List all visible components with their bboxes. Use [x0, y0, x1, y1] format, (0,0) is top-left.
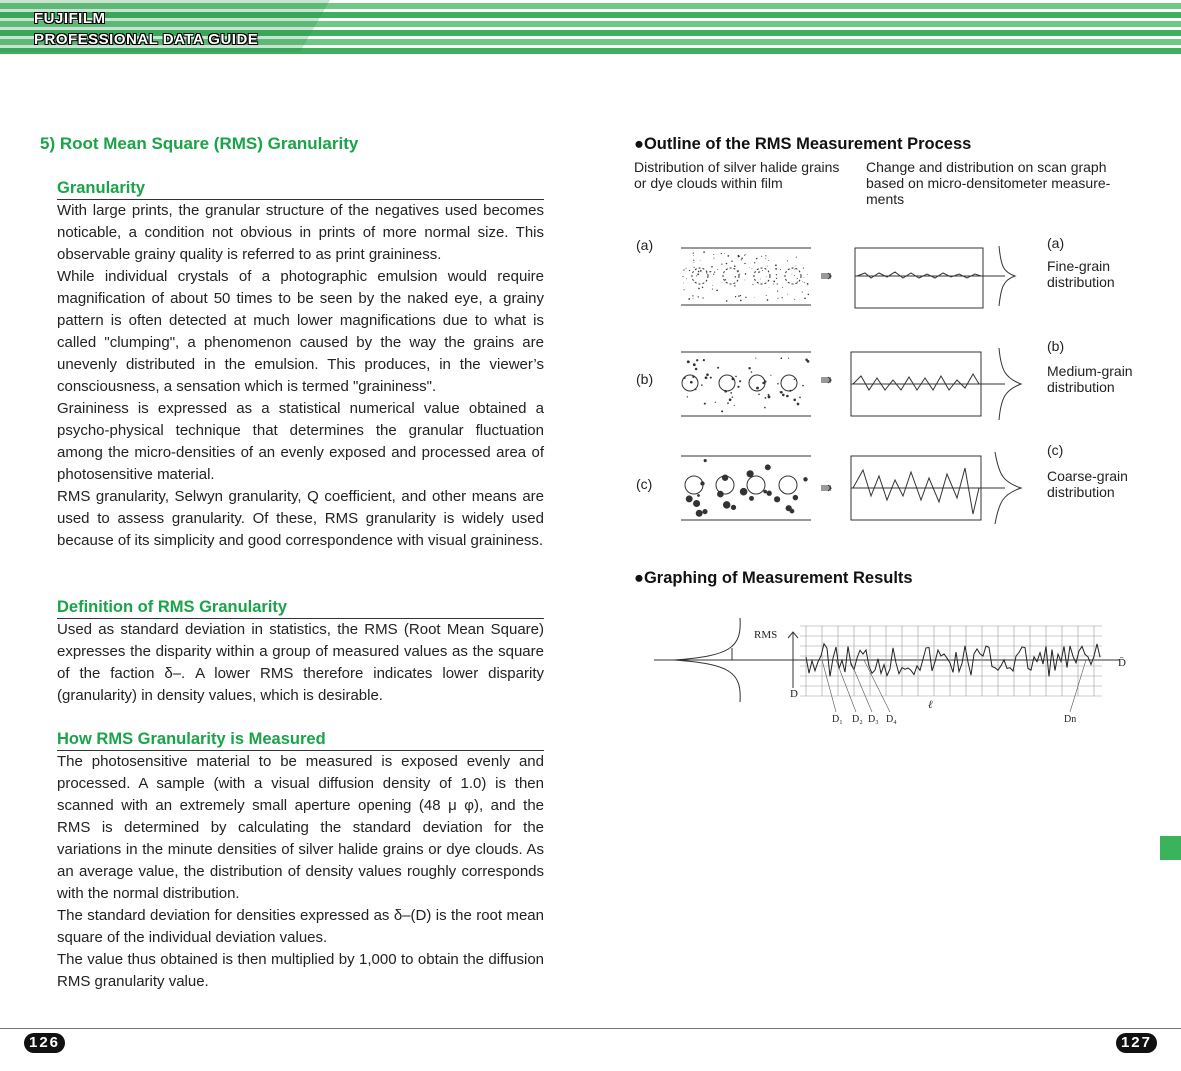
grain-dot	[734, 265, 736, 267]
grain-dot	[683, 377, 685, 379]
grain-dot	[780, 269, 781, 270]
grain-dot	[721, 253, 722, 254]
grain-dot	[767, 491, 772, 496]
row-a-desc: Fine-grain distribution	[1047, 258, 1115, 290]
grain-dot	[705, 376, 708, 379]
grain-dot	[767, 299, 769, 301]
grain-dot	[769, 287, 770, 288]
grain-dot	[760, 279, 761, 280]
grain-dot	[793, 398, 796, 401]
row-c-label: (c)	[636, 476, 653, 492]
grain-dot	[729, 398, 732, 401]
grain-dot	[688, 298, 690, 300]
section-title: 5) Root Mean Square (RMS) Granularity	[40, 134, 359, 153]
grain-dot	[792, 274, 793, 275]
grain-dot	[727, 255, 729, 257]
grain-dot	[776, 278, 777, 279]
granularity-p2: While individual crystals of a photographic emulsion would require magnification of about 50 times to be seen by the naked eye, a grainy pattern is often detected at much lower magnifications due to what is called "clumping", a phenomenon caused by the way the grains are unevenly distributed in the emulsion. This produces, in the viewer’s consciousness, a sensation which is termed "graininess".	[57, 268, 544, 395]
grain-dot	[726, 300, 728, 302]
grain-dot	[703, 359, 705, 361]
grain-dot	[712, 289, 713, 290]
grain-dot	[794, 275, 795, 276]
grain-dot	[730, 392, 732, 394]
grain-dot	[725, 279, 726, 280]
grain-dot	[764, 407, 766, 409]
grain-dot	[700, 260, 701, 261]
grain-dot	[751, 371, 753, 373]
grain-dot	[696, 359, 698, 361]
grain-dot	[696, 275, 697, 276]
grain-dot	[735, 296, 736, 297]
grain-dot	[760, 271, 761, 272]
grain-dot	[802, 281, 803, 282]
grain-dot	[702, 509, 707, 514]
grain-dot	[762, 270, 763, 271]
granularity-p4: RMS granularity, Selwyn granularity, Q coefficient, and other means are used to assess granularity. Of these, RMS granularity is widely used because of its simplicity and good correspondence with visual graininess.	[57, 488, 544, 549]
grain-dot	[739, 274, 740, 275]
grain-dot	[768, 394, 770, 396]
grain-dot	[693, 252, 694, 253]
grain-dot	[740, 300, 742, 302]
d4-label: D₄	[886, 714, 897, 725]
grain-dot	[745, 297, 746, 298]
grain-dot	[738, 270, 739, 271]
grain-dot	[777, 291, 778, 292]
grain-dot	[689, 270, 690, 271]
grain-dot	[808, 294, 810, 296]
page-number-right: 127	[1116, 1033, 1157, 1053]
grain-dot	[723, 501, 731, 509]
grain-dot	[692, 295, 693, 296]
grain-dot	[690, 381, 693, 384]
grain-dot	[686, 278, 687, 279]
grain-dot	[804, 282, 805, 283]
grain-dot	[697, 273, 699, 275]
definition-p1: Used as standard deviation in statistics, the RMS (Root Mean Square) expresses the disparity within a group of measured values as the square of the faction δ–. A lower RMS therefore indicates lower disparity (granularity) in density values, which is desirable.	[57, 621, 544, 704]
graph-heading: ●Graphing of Measurement Results	[634, 569, 913, 587]
grain-dot	[787, 294, 788, 295]
grain-dot	[732, 396, 734, 398]
grain-dot	[703, 251, 705, 253]
grain-dot	[735, 376, 737, 378]
grain-dot	[716, 289, 718, 291]
d-label: D	[790, 688, 798, 700]
grain-dot	[738, 295, 739, 296]
grain-dot	[684, 289, 685, 290]
brand-data-guide: PROFESSIONAL DATA GUIDE	[34, 31, 259, 48]
grain-dot	[701, 384, 703, 386]
grain-dot	[765, 258, 766, 259]
definition-body	[57, 619, 544, 707]
rms-label: RMS	[754, 629, 778, 641]
grain-dot	[782, 287, 783, 288]
grain-dot	[803, 268, 804, 269]
grain-dot	[756, 387, 759, 390]
grain-dot	[770, 375, 771, 376]
grain-dot	[711, 266, 713, 268]
grain-dot	[695, 388, 697, 390]
grain-dot	[765, 464, 771, 470]
granularity-p1: With large prints, the granular structure of the negatives used becomes noticable, a condition not obvious in prints of more normal size. This observable grainy quality is referred to as print graininess.	[57, 202, 544, 263]
grain-dot	[776, 274, 777, 275]
grain-dot	[721, 263, 722, 264]
grain-dot	[739, 380, 741, 382]
grain-dot	[775, 268, 777, 270]
grain-dot	[714, 271, 715, 272]
grain-dot	[768, 260, 769, 261]
grain-dot	[744, 255, 745, 256]
grain-dot	[796, 265, 797, 266]
grain-dot	[693, 500, 700, 507]
grain-dot	[683, 283, 684, 284]
grain-dot	[726, 263, 727, 264]
grain-dot	[786, 395, 789, 398]
grain-dot	[803, 477, 807, 481]
grain-dots	[682, 251, 809, 516]
grain-dot	[765, 397, 767, 399]
grain-dot	[693, 260, 694, 261]
grain-dot	[756, 258, 757, 259]
granularity-p3: Graininess is expressed as a statistical numerical value obtained a psycho-physical technique that determines the granular fluctuation among the micro-densities of an evenly exposed and processed area of photosensitive material.	[57, 400, 544, 483]
rms-results-graph	[650, 618, 1140, 733]
grain-dot	[797, 403, 800, 406]
grain-dot	[698, 288, 700, 290]
rms-process-diagram	[675, 230, 1035, 530]
grain-dot	[755, 358, 756, 359]
footer-rule	[0, 1028, 1181, 1029]
grain-dot	[807, 283, 809, 285]
grain-dot	[758, 394, 760, 396]
grain-dot	[777, 383, 779, 385]
grain-dot	[793, 495, 799, 501]
measured-p2: The standard deviation for densities expressed as δ–(D) is the root mean square of the individual deviation values.	[57, 907, 544, 946]
grain-dot	[754, 297, 755, 298]
grain-dot	[698, 271, 700, 273]
grain-dot	[686, 495, 693, 502]
grain-dot	[693, 298, 694, 299]
heading-definition: Definition of RMS Granularity	[57, 597, 544, 619]
measured-body	[57, 751, 544, 993]
granularity-body	[57, 200, 544, 552]
grain-dot	[734, 285, 735, 286]
section-tab	[1160, 836, 1181, 860]
header-banner	[0, 0, 1181, 60]
grain-dot	[732, 378, 735, 381]
grain-dot	[722, 282, 723, 283]
ell-label: ℓ	[928, 699, 933, 711]
grain-dot	[768, 395, 771, 398]
grain-dot	[711, 271, 712, 272]
grain-dot	[698, 296, 699, 297]
d1-label: D₁	[832, 714, 843, 725]
grain-dot	[717, 269, 718, 270]
grain-dot	[805, 359, 808, 362]
grain-dot	[753, 276, 754, 277]
grain-dot	[704, 403, 706, 405]
dn-label: Dn	[1064, 714, 1077, 725]
grain-dot	[789, 390, 791, 392]
grain-dot	[749, 496, 754, 501]
grain-dot	[695, 368, 698, 371]
row-c-desc: Coarse-grain distribution	[1047, 468, 1128, 500]
grain-dot	[779, 391, 780, 392]
row-b-desc: Medium-grain distribution	[1047, 363, 1133, 395]
grain-dot	[713, 258, 714, 259]
grain-dot	[682, 276, 683, 277]
grain-dot	[746, 470, 753, 477]
grain-dot	[702, 287, 703, 288]
grain-dot	[713, 274, 714, 275]
row-c-right-label: (c)	[1047, 442, 1064, 458]
grain-dot	[693, 363, 696, 366]
grain-dot	[744, 280, 745, 281]
grain-dot	[767, 266, 768, 267]
grain-dot	[764, 380, 766, 382]
grain-dot	[799, 397, 801, 399]
grain-dot	[704, 459, 707, 462]
grain-dot	[804, 297, 806, 299]
outline-heading: ●Outline of the RMS Measurement Process	[634, 135, 972, 153]
heading-how-measured: How RMS Granularity is Measured	[57, 729, 544, 751]
grain-dot	[709, 271, 710, 272]
grain-dot	[724, 253, 725, 254]
brand-fujifilm: FUJIFILM	[34, 10, 106, 27]
grain-dot	[717, 491, 724, 498]
grain-dot	[745, 273, 747, 275]
grain-dot	[715, 402, 716, 403]
d3-label: D₃	[868, 714, 879, 725]
row-a-right-label: (a)	[1047, 235, 1065, 251]
grain-dot	[696, 510, 703, 517]
grain-dot	[766, 295, 767, 296]
grain-dot	[734, 405, 735, 406]
grain-dot	[738, 255, 740, 257]
grain-dot	[713, 254, 714, 255]
caption-film-distribution: Distribution of silver halide grains or dye clouds within film	[634, 159, 840, 191]
grain-dot	[702, 297, 703, 298]
grain-dot	[777, 298, 778, 299]
grain-dot	[727, 402, 729, 404]
grain-dot	[731, 505, 736, 510]
grain-dot	[794, 299, 795, 300]
row-b-label: (b)	[636, 371, 654, 387]
grain-dot	[752, 284, 753, 285]
grain-dot	[700, 270, 702, 272]
grain-dot	[766, 276, 767, 277]
grain-dot	[692, 376, 694, 378]
grain-dot	[744, 263, 745, 264]
grain-dot	[797, 278, 798, 279]
grain-dot	[712, 285, 713, 286]
grain-dot	[774, 496, 780, 502]
grain-dot	[782, 394, 785, 397]
dbar-label: D̄	[1118, 657, 1126, 669]
grain-dot	[752, 268, 753, 269]
grain-dot	[754, 262, 755, 263]
grain-dot	[706, 373, 709, 376]
grain-dot	[740, 295, 741, 296]
grain-dot	[775, 264, 777, 266]
grain-dot	[748, 367, 750, 369]
grain-dot	[700, 481, 704, 485]
grain-dot	[807, 274, 808, 275]
measured-p3: The value thus obtained is then multiplied by 1,000 to obtain the diffusion RMS granularity value.	[57, 951, 544, 990]
grain-dot	[694, 262, 695, 263]
row-b-right-label: (b)	[1047, 338, 1065, 354]
grain-dot	[804, 277, 805, 278]
measured-p1: The photosensitive material to be measured is exposed evenly and processed. A sample (with a visual diffusion density of 1.0) is then scanned with an extremely small aperture opening (48 μ φ), and the RMS is determined by calculating the standard deviation for the variations in the minute densities of silver halide grains or dye clouds. As an average value, the distribution of density values roughly corresponds with the normal distribution.	[57, 753, 544, 902]
grain-dot	[787, 260, 788, 261]
grain-dot	[694, 267, 695, 268]
grain-dot	[693, 255, 694, 256]
grain-dot	[731, 261, 732, 262]
caption-scan-graph: Change and distribution on scan graph based on micro-densitometer measure-ments	[866, 159, 1111, 207]
grain-dot	[794, 379, 795, 380]
grain-dot	[697, 494, 700, 497]
grain-dot	[802, 385, 804, 387]
grain-dot	[722, 474, 728, 480]
grain-dot	[724, 390, 727, 393]
grain-dot	[788, 358, 789, 359]
grain-dot	[687, 360, 690, 363]
grain-dot	[763, 490, 767, 494]
grain-dot	[717, 367, 719, 369]
grain-dot	[737, 386, 739, 388]
grain-dot	[721, 410, 723, 412]
grain-dot	[773, 284, 774, 285]
grain-dot	[740, 488, 748, 496]
row-a-label: (a)	[636, 237, 654, 253]
grain-dot	[765, 255, 766, 256]
heading-granularity: Granularity	[57, 178, 544, 200]
grain-dot	[749, 267, 750, 268]
grain-dot	[683, 269, 684, 270]
grain-dot	[807, 285, 808, 286]
grain-dot	[758, 271, 760, 273]
grain-dot	[777, 283, 778, 284]
d2-label: D₂	[852, 714, 863, 725]
grain-dot	[741, 259, 742, 260]
grain-dot	[802, 292, 803, 293]
grain-dot	[706, 272, 707, 273]
grain-dot	[782, 297, 783, 298]
grain-dot	[685, 268, 686, 269]
page-number-left: 126	[24, 1033, 65, 1053]
grain-dot	[790, 509, 795, 514]
grain-dot	[796, 257, 797, 258]
grain-dot	[797, 281, 798, 282]
grain-dot	[780, 357, 782, 359]
grain-dot	[687, 396, 688, 397]
grain-dot	[761, 256, 762, 257]
grain-dot	[794, 269, 795, 270]
grain-dot	[735, 276, 736, 277]
grain-dot	[741, 258, 743, 260]
grain-dot	[710, 377, 712, 379]
grain-dot	[773, 281, 775, 283]
